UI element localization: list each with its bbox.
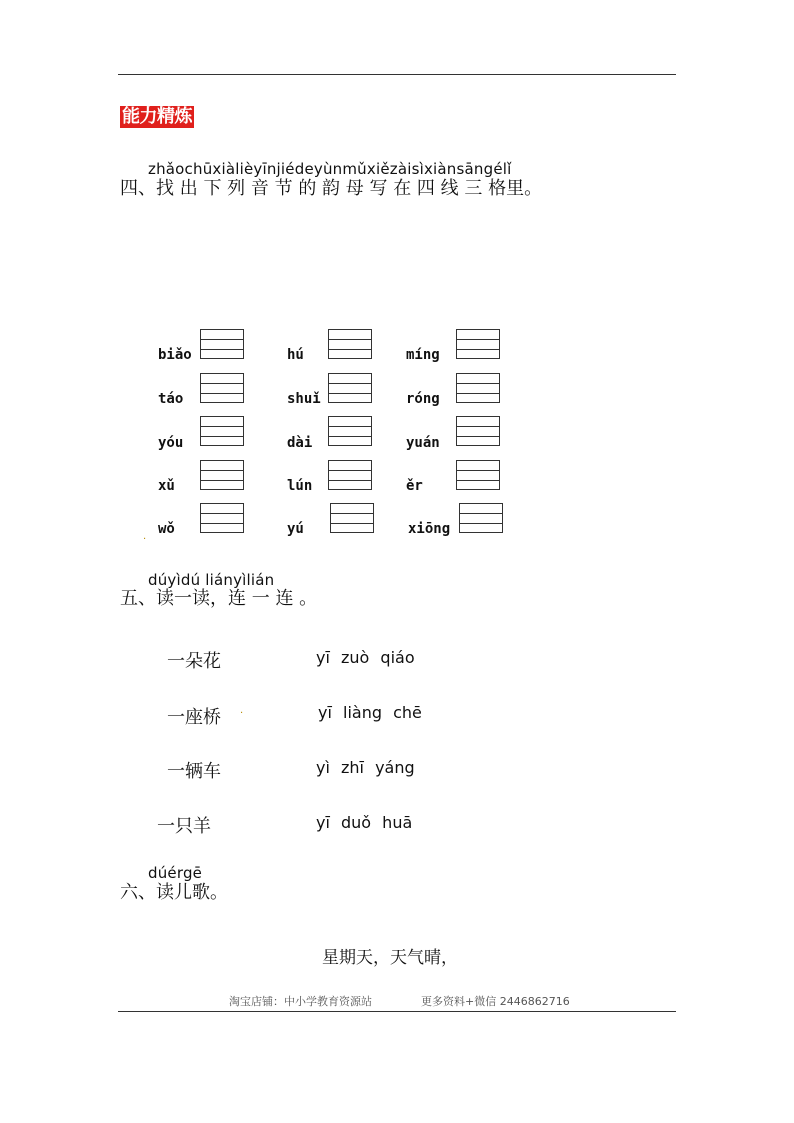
section4-title: 四、找 出 下 列 音 节 的 韵 母 写 在 四 线 三 格里。 xyxy=(120,178,543,199)
section6-pinyin: dúérgē xyxy=(148,864,203,882)
word-item[interactable]: 一辆车 xyxy=(167,761,221,782)
four-line-grid[interactable] xyxy=(328,373,372,403)
word-item[interactable]: 一只羊 xyxy=(157,816,211,837)
pinyin-item[interactable]: yì zhī yáng xyxy=(316,758,415,777)
syllable: lún xyxy=(287,478,313,494)
syllable: míng xyxy=(406,347,440,363)
poem-line: 星期天，天气晴， xyxy=(322,948,458,968)
four-line-grid[interactable] xyxy=(200,460,244,490)
four-line-grid[interactable] xyxy=(456,373,500,403)
bottom-rule xyxy=(118,1011,676,1012)
syllable: yú xyxy=(287,521,304,537)
syllable: hú xyxy=(287,347,304,363)
syllable: yóu xyxy=(158,435,184,451)
syllable: xiōng xyxy=(408,521,451,537)
four-line-grid[interactable] xyxy=(456,416,500,446)
word-item[interactable]: 一朵花 xyxy=(167,651,221,672)
four-line-grid[interactable] xyxy=(200,416,244,446)
four-line-grid[interactable] xyxy=(200,329,244,359)
pinyin-item[interactable]: yī zuò qiáo xyxy=(316,648,415,667)
syllable: yuán xyxy=(406,435,440,451)
section5-pinyin: dúyìdú liányìlián xyxy=(148,571,275,589)
syllable: róng xyxy=(406,391,440,407)
syllable: dài xyxy=(287,435,313,451)
footer-contact: 更多资料+微信 2446862716 xyxy=(421,995,570,1008)
syllable: shuǐ xyxy=(287,391,321,407)
syllable: xǔ xyxy=(158,478,175,494)
syllable: ěr xyxy=(406,478,423,494)
section-badge: 能力精炼 xyxy=(122,106,192,127)
four-line-grid[interactable] xyxy=(456,460,500,490)
pinyin-item[interactable]: yī duǒ huā xyxy=(316,813,413,832)
section6-title: 六、读儿歌。 xyxy=(120,882,228,903)
section5-title: 五、读一读，连 一 连 。 xyxy=(120,588,318,609)
four-line-grid[interactable] xyxy=(328,460,372,490)
stray-mark: · xyxy=(240,708,244,719)
syllable: wǒ xyxy=(158,521,175,537)
syllable: táo xyxy=(158,391,184,407)
syllable: biǎo xyxy=(158,347,192,363)
four-line-grid[interactable] xyxy=(330,503,374,533)
footer-shop: 淘宝店铺：中小学教育资源站 xyxy=(229,995,372,1008)
four-line-grid[interactable] xyxy=(459,503,503,533)
four-line-grid[interactable] xyxy=(200,503,244,533)
four-line-grid[interactable] xyxy=(328,329,372,359)
four-line-grid[interactable] xyxy=(200,373,244,403)
pinyin-item[interactable]: yī liàng chē xyxy=(318,703,422,722)
four-line-grid[interactable] xyxy=(456,329,500,359)
stray-mark: · xyxy=(143,534,147,545)
four-line-grid[interactable] xyxy=(328,416,372,446)
top-rule xyxy=(118,74,676,75)
word-item[interactable]: 一座桥 xyxy=(167,707,221,728)
section4-pinyin: zhǎochūxiàlièyīnjiédeyùnmǔxiězàisìxiànsāngélǐ xyxy=(148,160,512,178)
